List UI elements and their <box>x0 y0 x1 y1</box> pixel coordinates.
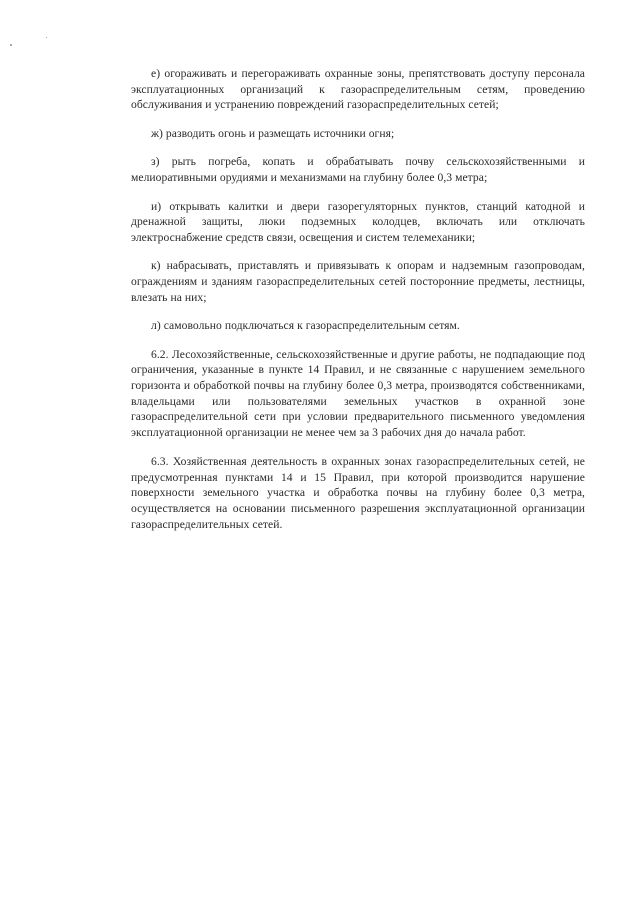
paragraph-i: и) открывать калитки и двери газорегуляторных пунктов, станций катодной и дренажной защиты, люки подземных колодцев, включать или отключать электроснабжение средств связи, освещения и систем телемеханики; <box>131 199 585 244</box>
paragraph-l: л) самовольно подключаться к газораспределительным сетям. <box>151 319 460 333</box>
scan-speck <box>46 37 47 38</box>
paragraph-6-3: 6.3. Хозяйственная деятельность в охранных зонах газораспределительных сетей, не предусмотренная пунктами 14 и 15 Правил, при которой производится нарушение поверхности земельного участка и обработка почвы на глубину более 0,3 метра, осуществляется на основании письменного разрешения эксплуатационной организации газораспределительных сетей. <box>131 455 585 531</box>
paragraph-e: е) огораживать и перегораживать охранные зоны, препятствовать доступу персонала эксплуатационных организаций к газораспределительным сетям, проведению обслуживания и устранению повреждений газораспределительных сетей; <box>131 67 585 112</box>
paragraph-z: з) рыть погреба, копать и обрабатывать почву сельскохозяйственными и мелиоративными орудиями и механизмами на глубину более 0,3 метра; <box>131 155 585 184</box>
paragraph-6-2: 6.2. Лесохозяйственные, сельскохозяйственные и другие работы, не подпадающие под ограничения, указанные в пункте 14 Правил, и не связанные с нарушением земельного горизонта и обработкой почвы на глубину более 0,3 метра, производятся собственниками, владельцами или пользователями земельных участков в охранной зоне газораспределительной сети при условии предварительного письменного уведомления эксплуатационной организации не менее чем за 3 рабочих дня до начала работ. <box>131 347 585 439</box>
paragraph-k: к) набрасывать, приставлять и привязывать к опорам и надземным газопроводам, ограждениям и зданиям газораспределительных сетей посторонние предметы, лестницы, влезать на них; <box>131 259 585 304</box>
scan-speck <box>10 44 12 46</box>
document-body <box>131 66 585 545</box>
paragraph-zh: ж) разводить огонь и размещать источники огня; <box>151 126 395 140</box>
